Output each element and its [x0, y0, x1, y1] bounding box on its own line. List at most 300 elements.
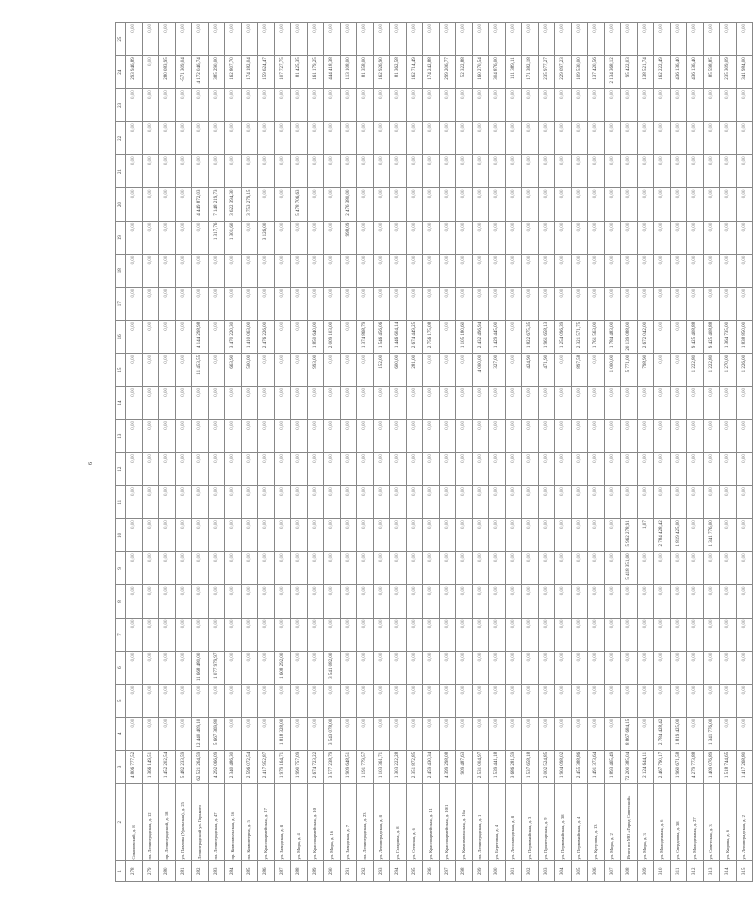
value-cell: 1 537 658,18 [522, 750, 539, 783]
column-header: 6 [116, 651, 126, 684]
value-cell: 0,00 [373, 23, 390, 56]
value-cell: 436 136,40 [687, 56, 704, 89]
value-cell: 0,00 [489, 552, 506, 585]
value-cell: 4 399 298,08 [439, 750, 456, 783]
value-cell: 0,00 [126, 254, 143, 287]
value-cell: 0,00 [505, 618, 522, 651]
value-cell: 0,00 [258, 420, 275, 453]
value-cell: 897,58 [571, 353, 588, 386]
value-cell: 0,00 [637, 23, 654, 56]
header-row [116, 23, 126, 882]
value-cell: 0,00 [357, 519, 374, 552]
address-cell: ул. Заводская, д. 7 [340, 783, 357, 861]
value-cell: 993,00 [307, 353, 324, 386]
value-cell: 0,00 [720, 89, 737, 122]
column-header: 2 [116, 783, 126, 861]
value-cell: 0,00 [340, 552, 357, 585]
value-cell: 0,00 [439, 519, 456, 552]
value-cell: 1 819 425,00 [670, 519, 687, 552]
value-cell: 0,00 [423, 420, 440, 453]
value-cell: 0,00 [142, 486, 159, 519]
value-cell: 72 200 385,04 [621, 750, 638, 783]
value-cell: 998,09 [340, 221, 357, 254]
address-cell: пл. Ленинградская, д. 47 [208, 783, 225, 861]
table-row [538, 23, 555, 882]
table-row [258, 23, 275, 882]
value-cell: 0,00 [637, 618, 654, 651]
value-cell: 0,00 [522, 717, 539, 750]
value-cell: 0,00 [225, 552, 242, 585]
value-cell: 0,00 [373, 618, 390, 651]
value-cell: 0,00 [324, 23, 341, 56]
value-cell: 0,00 [423, 585, 440, 618]
value-cell: 0,00 [142, 254, 159, 287]
value-cell: 0,00 [274, 519, 291, 552]
row-number-cell: 280 [159, 861, 176, 882]
value-cell: 0,00 [357, 552, 374, 585]
value-cell: 0,00 [538, 287, 555, 320]
value-cell: 0,00 [423, 386, 440, 419]
value-cell: 0,00 [274, 254, 291, 287]
value-cell: 0,00 [604, 386, 621, 419]
value-cell: 0,00 [670, 552, 687, 585]
value-cell: 0,00 [472, 188, 489, 221]
value-cell: 1 518 744,65 [720, 750, 737, 783]
value-cell: 0,00 [423, 23, 440, 56]
row-number-cell: 295 [406, 861, 423, 882]
value-cell: 0,00 [357, 221, 374, 254]
value-cell: 0,00 [159, 287, 176, 320]
table-row [357, 23, 374, 882]
column-header: 1 [116, 861, 126, 882]
value-cell: 0,00 [555, 386, 572, 419]
value-cell: 0,00 [258, 23, 275, 56]
table-row [192, 23, 209, 882]
column-header: 3 [116, 750, 126, 783]
value-cell: 0,00 [175, 221, 192, 254]
value-cell: 0,00 [621, 486, 638, 519]
value-cell: 0,00 [456, 221, 473, 254]
address-cell: ул. Красноармейская, д. 11 [423, 783, 440, 861]
value-cell: 0,00 [505, 353, 522, 386]
value-cell: 0,00 [241, 23, 258, 56]
column-header: 10 [116, 519, 126, 552]
value-cell: 0,00 [126, 486, 143, 519]
value-cell: 0,00 [489, 221, 506, 254]
value-cell: 0,00 [670, 651, 687, 684]
value-cell: 0,00 [571, 386, 588, 419]
column-header: 23 [116, 89, 126, 122]
value-cell: 299 206,77 [439, 56, 456, 89]
value-cell: 0,00 [225, 122, 242, 155]
column-header: 15 [116, 353, 126, 386]
value-cell: 0,00 [357, 585, 374, 618]
value-cell: 0,00 [390, 155, 407, 188]
value-cell: 2 432 496,94 [472, 320, 489, 353]
value-cell: 0,00 [472, 453, 489, 486]
value-cell: 2 596 072,54 [241, 750, 258, 783]
value-cell: 0,00 [654, 420, 671, 453]
value-cell: 0,00 [720, 453, 737, 486]
value-cell: 0,00 [159, 651, 176, 684]
value-cell: 0,00 [456, 287, 473, 320]
value-cell: 0,00 [126, 155, 143, 188]
value-cell: 0,00 [522, 188, 539, 221]
column-header: 21 [116, 155, 126, 188]
value-cell: 0,00 [340, 122, 357, 155]
value-cell: 0,00 [604, 122, 621, 155]
value-cell: 0,00 [423, 254, 440, 287]
value-cell: 0,00 [241, 453, 258, 486]
value-cell: 0,00 [604, 717, 621, 750]
value-cell: 0,00 [588, 717, 605, 750]
value-cell: 0,00 [192, 684, 209, 717]
value-cell: 0,00 [736, 287, 753, 320]
value-cell: 0,00 [159, 254, 176, 287]
value-cell: 0,00 [159, 353, 176, 386]
value-cell: 0,00 [588, 254, 605, 287]
value-cell: 0,00 [736, 155, 753, 188]
value-cell: 5 478 706,63 [291, 188, 308, 221]
value-cell: 0,00 [225, 717, 242, 750]
value-cell: 0,00 [175, 420, 192, 453]
value-cell: 0,00 [307, 717, 324, 750]
value-cell: 600,00 [390, 353, 407, 386]
value-cell: 1 539 441,18 [489, 750, 506, 783]
value-cell: 0,00 [687, 717, 704, 750]
value-cell: 0,00 [340, 89, 357, 122]
value-cell: 0,00 [472, 254, 489, 287]
value-cell: 0,00 [604, 618, 621, 651]
address-cell: пр. Комсомольская, д. 16 [225, 783, 242, 861]
column-header: 13 [116, 420, 126, 453]
value-cell: 0,00 [571, 684, 588, 717]
value-cell: 0,00 [175, 386, 192, 419]
value-cell: 138 521,74 [637, 56, 654, 89]
value-cell: 5 418 351,00 [621, 552, 638, 585]
value-cell: 0,00 [588, 585, 605, 618]
value-cell: 0,00 [324, 254, 341, 287]
value-cell: 0,00 [571, 486, 588, 519]
value-cell: 1 317,76 [208, 221, 225, 254]
value-cell: 0,00 [390, 618, 407, 651]
value-cell: 0,00 [423, 651, 440, 684]
address-cell: ул. Береговая, д. 4 [489, 783, 506, 861]
value-cell: 0,00 [621, 287, 638, 320]
value-cell: 0,00 [406, 155, 423, 188]
value-cell: 0,00 [291, 684, 308, 717]
value-cell: 0,00 [604, 287, 621, 320]
value-cell: 0,00 [390, 122, 407, 155]
value-cell: 0,00 [720, 188, 737, 221]
value-cell: 0,00 [175, 651, 192, 684]
value-cell: 0,00 [175, 453, 192, 486]
value-cell: 0,00 [307, 254, 324, 287]
value-cell: 0,00 [307, 684, 324, 717]
value-cell: 0,00 [505, 519, 522, 552]
value-cell: 0,00 [423, 122, 440, 155]
value-cell: 0,00 [703, 188, 720, 221]
value-cell: 0,00 [687, 89, 704, 122]
value-cell: 0,00 [571, 188, 588, 221]
value-cell: 0,00 [687, 254, 704, 287]
value-cell: 0,00 [241, 684, 258, 717]
value-cell: 0,00 [159, 23, 176, 56]
table-row [340, 23, 357, 882]
table-row [291, 23, 308, 882]
address-cell: ул. Пролетарская, д. 9 [538, 783, 555, 861]
value-cell: 0,00 [555, 651, 572, 684]
value-cell: 0,00 [192, 486, 209, 519]
value-cell: 0,00 [522, 386, 539, 419]
address-cell: ул. Молодежная, д. 27 [687, 783, 704, 861]
table-row [621, 23, 638, 882]
value-cell: 0,00 [505, 155, 522, 188]
value-cell: 0,00 [439, 453, 456, 486]
address-cell: ул. Первомайская, д. 38 [555, 783, 572, 861]
value-cell: 0,00 [142, 89, 159, 122]
value-cell: 4 806 777,52 [126, 750, 143, 783]
value-cell: 424,90 [522, 353, 539, 386]
value-cell: 0,00 [126, 386, 143, 419]
value-cell: 0,00 [637, 386, 654, 419]
value-cell: 0,00 [736, 188, 753, 221]
value-cell: 0,00 [373, 717, 390, 750]
value-cell: 0,00 [522, 585, 539, 618]
value-cell: 0,00 [159, 386, 176, 419]
value-cell: 0,00 [439, 420, 456, 453]
value-cell: 0,00 [373, 254, 390, 287]
value-cell: 0,00 [703, 585, 720, 618]
value-cell: 174 182,04 [241, 56, 258, 89]
value-cell: 152,00 [373, 353, 390, 386]
value-cell: 0,00 [291, 618, 308, 651]
value-cell: 0,00 [670, 254, 687, 287]
value-cell: 0,00 [489, 486, 506, 519]
value-cell: 0,00 [340, 453, 357, 486]
value-cell: 0,00 [142, 684, 159, 717]
value-cell: 0,00 [439, 717, 456, 750]
value-cell: 0,00 [390, 386, 407, 419]
row-number-cell: 278 [126, 861, 143, 882]
value-cell: 0,00 [654, 552, 671, 585]
value-cell: 0,00 [208, 89, 225, 122]
value-cell: 0,00 [258, 519, 275, 552]
value-cell: 0,00 [472, 420, 489, 453]
value-cell: 1 608 292,00 [274, 651, 291, 684]
value-cell: 0,00 [357, 155, 374, 188]
value-cell: 0,00 [390, 519, 407, 552]
value-cell: 0,00 [357, 684, 374, 717]
value-cell: 0,00 [208, 420, 225, 453]
value-cell: 0,00 [126, 420, 143, 453]
value-cell: 0,00 [720, 684, 737, 717]
value-cell: 0,00 [456, 585, 473, 618]
value-cell: 0,00 [241, 254, 258, 287]
value-cell: 0,00 [142, 122, 159, 155]
table-row [142, 23, 159, 882]
table-row [736, 23, 753, 882]
value-cell: 0,00 [489, 651, 506, 684]
value-cell: 1 366 149,51 [142, 750, 159, 783]
value-cell: 0,00 [208, 585, 225, 618]
value-cell: 0,00 [357, 386, 374, 419]
value-cell: 0,00 [637, 188, 654, 221]
value-cell: 444 418,38 [324, 56, 341, 89]
value-cell: 0,00 [670, 320, 687, 353]
value-cell: 0,00 [357, 618, 374, 651]
value-cell: 1 838 850,00 [736, 320, 753, 353]
value-cell: 2 672 042,00 [637, 320, 654, 353]
value-cell: 0,00 [357, 254, 374, 287]
value-cell: 0,00 [126, 122, 143, 155]
table-row [307, 23, 324, 882]
value-cell: 2 674 449,25 [406, 320, 423, 353]
value-cell: 0,00 [604, 684, 621, 717]
value-cell: 0,00 [307, 188, 324, 221]
value-cell: 0,00 [555, 353, 572, 386]
value-cell: 0,00 [621, 155, 638, 188]
value-cell: 0,00 [670, 420, 687, 453]
table-row [126, 23, 143, 882]
value-cell: 0,00 [406, 552, 423, 585]
value-cell: 0,00 [703, 552, 720, 585]
value-cell: 0,00 [571, 122, 588, 155]
value-cell: 11 453,55 [192, 353, 209, 386]
value-cell: 0,00 [159, 453, 176, 486]
value-cell: 1 491 373,64 [588, 750, 605, 783]
value-cell: 0,00 [406, 188, 423, 221]
value-cell: 0,00 [571, 155, 588, 188]
table-row [324, 23, 341, 882]
value-cell: 0,00 [192, 221, 209, 254]
value-cell: 0,00 [142, 552, 159, 585]
value-cell: 0,00 [538, 155, 555, 188]
value-cell: 0,00 [340, 320, 357, 353]
value-cell: 0,00 [736, 552, 753, 585]
value-cell: 0,00 [588, 420, 605, 453]
value-cell: 0,00 [489, 89, 506, 122]
value-cell: 0,00 [505, 684, 522, 717]
value-cell: 0,00 [208, 353, 225, 386]
value-cell: 0,00 [208, 618, 225, 651]
value-cell: 0,00 [703, 651, 720, 684]
value-cell: 0,00 [637, 684, 654, 717]
value-cell: 0,00 [324, 519, 341, 552]
value-cell: 0,00 [241, 618, 258, 651]
value-cell: 0,00 [670, 188, 687, 221]
value-cell: 0,00 [373, 651, 390, 684]
value-cell: 62 521 264,59 [192, 750, 209, 783]
value-cell: 0,00 [390, 717, 407, 750]
value-cell: 0,00 [703, 89, 720, 122]
value-cell: 0,00 [307, 519, 324, 552]
address-cell: ул. Мира, д. 16 [324, 783, 341, 861]
value-cell: 0,00 [522, 23, 539, 56]
value-cell: 0,00 [654, 618, 671, 651]
value-cell: 0,00 [720, 717, 737, 750]
value-cell: 0,00 [687, 420, 704, 453]
value-cell: 0,00 [571, 618, 588, 651]
value-cell: 0,00 [126, 320, 143, 353]
value-cell: 0,00 [373, 287, 390, 320]
value-cell: 4 144 298,98 [192, 320, 209, 353]
value-cell: 3 753 279,15 [241, 188, 258, 221]
value-cell: 0,00 [192, 254, 209, 287]
value-cell: 0,00 [736, 386, 753, 419]
value-cell: 0,00 [159, 618, 176, 651]
value-cell: 0,00 [456, 353, 473, 386]
value-cell: 0,00 [390, 221, 407, 254]
value-cell: 0,00 [208, 486, 225, 519]
value-cell: 160 270,54 [472, 56, 489, 89]
value-cell: 0,00 [604, 254, 621, 287]
value-cell: 0,00 [555, 585, 572, 618]
value-cell: 0,00 [555, 221, 572, 254]
value-cell: 0,00 [258, 651, 275, 684]
value-cell: 0,00 [390, 585, 407, 618]
value-cell: 0,00 [142, 453, 159, 486]
value-cell: 12 440 409,10 [192, 717, 209, 750]
value-cell: 0,00 [307, 585, 324, 618]
value-cell: 1 822 675,35 [522, 320, 539, 353]
value-cell: 0,00 [291, 23, 308, 56]
value-cell: 0,00 [604, 453, 621, 486]
value-cell: 0,00 [126, 552, 143, 585]
value-cell: 0,00 [538, 684, 555, 717]
value-cell: 0,00 [555, 420, 572, 453]
value-cell: 0,00 [340, 651, 357, 684]
value-cell: 0,00 [736, 651, 753, 684]
column-header: 19 [116, 221, 126, 254]
value-cell: 0,00 [687, 486, 704, 519]
value-cell: 0,00 [406, 618, 423, 651]
value-cell: 0,00 [654, 254, 671, 287]
value-cell: 0,00 [406, 420, 423, 453]
value-cell: 1 909 648,51 [340, 750, 357, 783]
value-cell: 0,00 [406, 585, 423, 618]
table-row [489, 23, 506, 882]
value-cell: 0,00 [637, 453, 654, 486]
value-cell: 2 417 952,87 [258, 750, 275, 783]
value-cell: 0,00 [703, 287, 720, 320]
column-header: 8 [116, 585, 126, 618]
value-cell: 0,00 [357, 717, 374, 750]
value-cell: 0,00 [588, 23, 605, 56]
value-cell: 0,00 [175, 287, 192, 320]
value-cell: 0,00 [258, 486, 275, 519]
value-cell: 0,00 [340, 155, 357, 188]
value-cell: 0,00 [241, 155, 258, 188]
value-cell: 0,00 [423, 89, 440, 122]
address-cell: ул. Первомайская, д. 4 [571, 783, 588, 861]
value-cell: 0,00 [274, 221, 291, 254]
value-cell: 0,00 [439, 618, 456, 651]
value-cell: 0,00 [225, 585, 242, 618]
value-cell: 471,90 [538, 353, 555, 386]
value-cell: 0,00 [720, 519, 737, 552]
value-cell: 1 850 640,00 [307, 320, 324, 353]
value-cell: 5 962 278,91 [621, 519, 638, 552]
value-cell: 0,00 [720, 122, 737, 155]
value-cell: 0,00 [489, 254, 506, 287]
value-cell: 0,00 [736, 89, 753, 122]
value-cell: 0,00 [670, 684, 687, 717]
address-cell: ул. Мира, д. 3 [637, 783, 654, 861]
value-cell: 0,00 [291, 254, 308, 287]
value-cell: 11 668 480,00 [192, 651, 209, 684]
value-cell: 0,00 [538, 254, 555, 287]
